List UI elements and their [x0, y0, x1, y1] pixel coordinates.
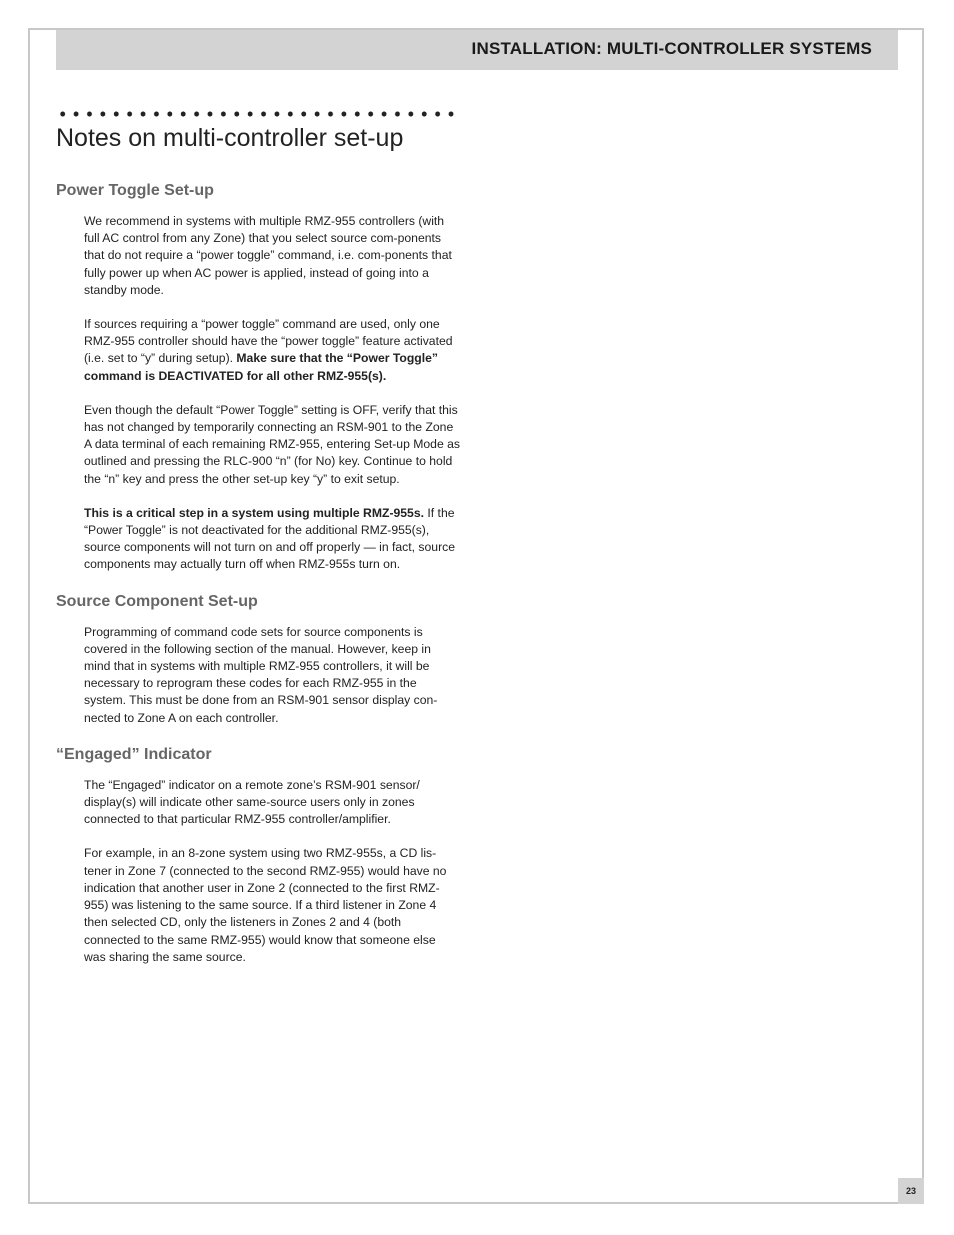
paragraph-text: Even though the default “Power Toggle” setting is OFF, verify that this has not changed by temporarily connecting an RSM-901 to the Zone A data terminal of each remaining RMZ-955, entering Set-up Mode as outlined and pressing the RLC-900 “n” (for No) key. Continue to hold the “n” key and press the other set-up key “y” to exit setup.: [84, 402, 460, 486]
paragraph-text: For example, in an 8-zone system using two RMZ-955s, a CD lis-tener in Zone 7 (connected to the second RMZ-955) would have no indication that another user in Zone 2 (connected to the first RMZ-955) was listening to the same source. If a third listener in Zone 4 then selected CD, only the listeners in Zones 2 and 4 (both connected to the same RMZ-955) would know that someone else was sharing the same source.: [84, 846, 447, 964]
paragraph-text: Programming of command code sets for source components is covered in the following section of the manual. However, keep in mind that in systems with multiple RMZ-955 controllers, it will be necessary to reprogram these codes for each RMZ-955 in the system. This must be done from an RSM-901 sensor display con-nected to Zone A on each controller.: [84, 624, 438, 725]
paragraph-bold-text: Make sure that the “Power Toggle” command is DEACTIVATED for all other RMZ-955(s).: [84, 351, 438, 383]
heading-engaged-indicator: “Engaged” Indicator: [56, 745, 212, 763]
paragraph: [84, 624, 460, 727]
paragraph-text: If sources requiring a “power toggle” command are used, only one RMZ-955 controller should have the “power toggle” feature activated (i.e. set to “y” during setup).: [84, 317, 453, 366]
page-number-box: [898, 1178, 924, 1204]
section-header-title: INSTALLATION: MULTI-CONTROLLER SYSTEMS: [471, 39, 872, 58]
paragraph: [84, 316, 460, 385]
paragraph-text: The “Engaged” indicator on a remote zone’s RSM-901 sensor/ display(s) will indicate other same-source users only in zones connected to that particular RMZ-955 controller/amplifier.: [84, 777, 420, 827]
paragraph-bold-text: This is a critical step in a system using multiple RMZ-955s.: [84, 505, 425, 520]
paragraph: [84, 777, 460, 829]
paragraph-text: If the “Power Toggle” is not deactivated for the additional RMZ-955(s), source components will not turn on and off properly — in fact, source components may actually turn off when RMZ-955s turn on.: [84, 505, 456, 572]
main-content: [56, 180, 460, 983]
page-title: Notes on multi-controller set-up: [56, 124, 404, 152]
paragraph: [84, 505, 460, 574]
heading-source-component: Source Component Set-up: [56, 592, 258, 610]
dotted-rule: [56, 110, 458, 118]
paragraph: [84, 213, 460, 299]
heading-power-toggle: Power Toggle Set-up: [56, 182, 214, 199]
header-bar: [56, 30, 898, 70]
paragraph: [84, 402, 460, 488]
paragraph-text: We recommend in systems with multiple RMZ-955 controllers (with full AC control from any Zone) that you select source com-ponents that do not require a “power toggle” command, i.e. com-ponents that fully power up when AC power is applied, instead of going into a standby mode.: [84, 214, 452, 297]
page-number: 23: [905, 1186, 916, 1196]
paragraph: [84, 845, 460, 965]
